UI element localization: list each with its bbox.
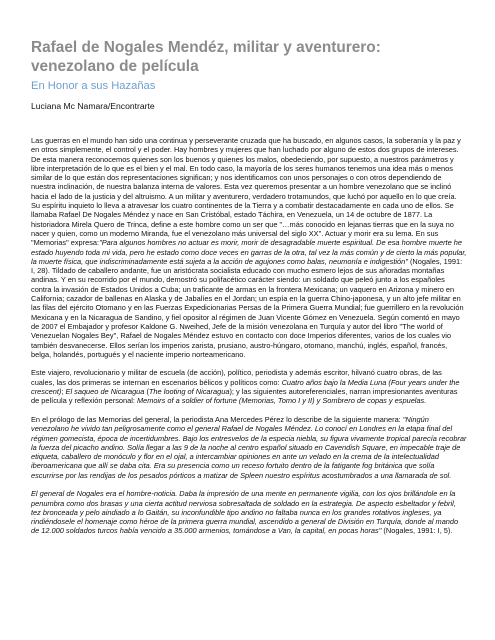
text-run: (Nogales, 1991: I, 5).: [381, 526, 453, 536]
text-run: Las guerras en el mundo han sido una continua y perseverante cruzada que ha buscado, en algunos casos, la soberanía y la paz y en otros simplemente, el control y el poder. Hay hombres y mujeres que han luchado por alguno de estos dos grupos de intereses. De esta manera reconocemos quienes son los buenos y quienes los malos, obedeciendo, por supuesto, a nuestros parámetros y libre interpretación de lo que es el bien y el mal. En todo caso, la mayoría de los seres humanos tenemos una idea más o menos similar de lo que están dos representaciones significan; y nos identificamos con unos personajes o con otros dependiendo de nuestra inclinación, de nuestra balanza interna de valores. Esta vez queremos presentar a un hombre venezolano que se inclinó hacia el lado de la justicia y del altruismo. A un militar y aventurero, verdadero trotamundos, que luchó por aquello en lo que creía. Su espíritu inquieto lo lleva a atravesar los cuatro continentes de la Tierra y a combatir destacadamente en cada uno de ellos. Se llamaba Rafael De Nogales Méndez y nace en San Cristóbal, estado Táchira, en Venezuela, un 14 de octubre de 1877. La historiadora Mirela Quero de Trinca, define a este hombre como un ser que "…más conocido en lejanas tierras que en la suya no nacer y quien, como un moderno Miranda, fue el venezolano más universal del siglo XX". Actuar y morir era su lema. En sus "Memorias" expresa:: [31, 136, 461, 248]
article-title: Rafael de Nogales Mendéz, militar y aventurero: venezolano de película: [31, 39, 381, 75]
body-paragraph: [31, 415, 467, 480]
text-run: (Nogales, 1991: I, 28). Tildado de caballero andante, fue un aristócrata socialista educado con mucho esmero lejos de sus añoradas montañas andinas. Y en su recorrido por el mundo, demostró su polifacético carácter siendo: un soldado que peleó junto a los españoles contra la invasión de Estados Unidos a Cuba; un traficante de armas en la frontera Mexicana; un vaquero en Arizona y minero en California; cazador de ballenas en Alaska y de Jabalíes en el Jordan; un espía en la guerra Chino-japonesa, y un alto jefe militar en las filas del ejército Otomano y en las Fuerzas Expedicionarias Persas de la Primera Guerra Mundial; fue guerrillero en la revolución Mexicana y en la Nicaragua de Sandino, y fiel opositor al régimen de Juan Vicente Gómez en Venezuela. Según comentó en mayo de 2007 el Embajador y profesor Kaldone G. Nweihed, Jefe de la misión venezolana en Turquía y autor del libro "The world of Venezuelan Nogales Bey", Rafael de Nogales Méndez estuvo en contacto con doce Imperios diferentes, varios de los cuales vio también desvanecerse. Ellos serían los imperios zarista, prusiano, austro-húngaro, otomano, manchú, inglés, español, francés, belga, holandés, portugués y el naciente imperio norteamericano.: [31, 256, 464, 359]
article-subtitle: En Honor a sus Hazañas: [31, 80, 156, 92]
text-run: (: [144, 387, 149, 397]
italic-text-run: "Ningún venezolano he vivido tan peligrosamente como el general Rafael de Nogales Méndez. Lo conocí en Londres en la etapa final del régimen gomecista, época de incertidumbres. Bajo los entresvelos de la especia niebla, su figura vivamente tropical parecía recobrar la fuerza del picacho andino. Solía llegar a las 9 de la noche al centro español situado en Cavendish Square, en impecable traje de etiqueta, caballero de monóculo y flor en el ojal, a intercambiar opiniones en ante un velado en la crema de la intelectualidad iberoamericana que allí se daba cita. Era su presencia como un receso fortuito dentro de la fatigante fog británica que solía escurrirse por las rendijas de los pesados pórticos a matizar de Spleen nuestro espíritus acostumbrados a una llamarada de sol.: [31, 414, 467, 480]
body-paragraph: [31, 489, 467, 535]
italic-text-run: El saqueo de Nicaragua: [65, 387, 145, 397]
body-paragraph: [31, 368, 467, 405]
article-author: Luciana Mc Namara/Encontrarte: [31, 101, 155, 111]
article-body: [31, 136, 467, 536]
article: [31, 38, 467, 545]
body-paragraph: [31, 136, 467, 359]
italic-text-run: Memoirs of a soldier of fortune (Memorias, Tomo I y II) y Sombrero de copas y espuelas.: [137, 396, 427, 406]
text-run: Este viajero, revolucionario y militar de escuela (de acción), político, periodista y además escritor, hilvanó cuatro obras, de las cuales, las dos primeras se internan en escenarios bélicos y políticos como:: [31, 368, 442, 387]
italic-text-run: El general de Nogales era el hombre-noticia. Daba la impresión de una mente en permanente vigilia, con los ojos brillándole en la penumbra como dos brasas y una cierta actitud nerviosa sobresaltada de soldado en la estrategia. De aspecto esbeltador y febril, tez bronceada y pelo aindiado a lo Gaitán, su inconfundible tipo andino no faltaba nunca en los grandes rotativos ingleses, ya rindiéndosele el homenaje como héroe de la primera guerra mundial, ascendido a general de División en Turquía, donde al mando de 12.000 soldados turcos había vencido a 35.000 armenios, tomándose a Van, la capital, en pocas horas": [31, 489, 459, 536]
italic-text-run: The looting of Nicaragua: [148, 387, 230, 397]
italic-text-run: Cuatro años bajo la Media Luna (Four years under the crescent): [31, 377, 460, 397]
text-run: ;: [61, 387, 66, 397]
text-run: ); y las siguientes autoreferenciales, narran impresionantes aventuras de película y reflexión personal:: [31, 387, 458, 406]
text-run: En el prólogo de las Memorias del general, la periodista Ana Mercedes Pérez lo describe de la siguiente manera:: [31, 414, 403, 424]
italic-text-run: "Para algunos hombres no actuar es morir, morir de desagradable muerte espiritual. De esa hombre muerte he estado huyendo toda mi vida, pero he estado como doce veces en garras de la otra, tal vez la más común y de cierto la más popular, la muerte física, que indiscriminadamente está sujeta a la acción de agujones como balas, neumonía e indigestión": [31, 238, 467, 266]
